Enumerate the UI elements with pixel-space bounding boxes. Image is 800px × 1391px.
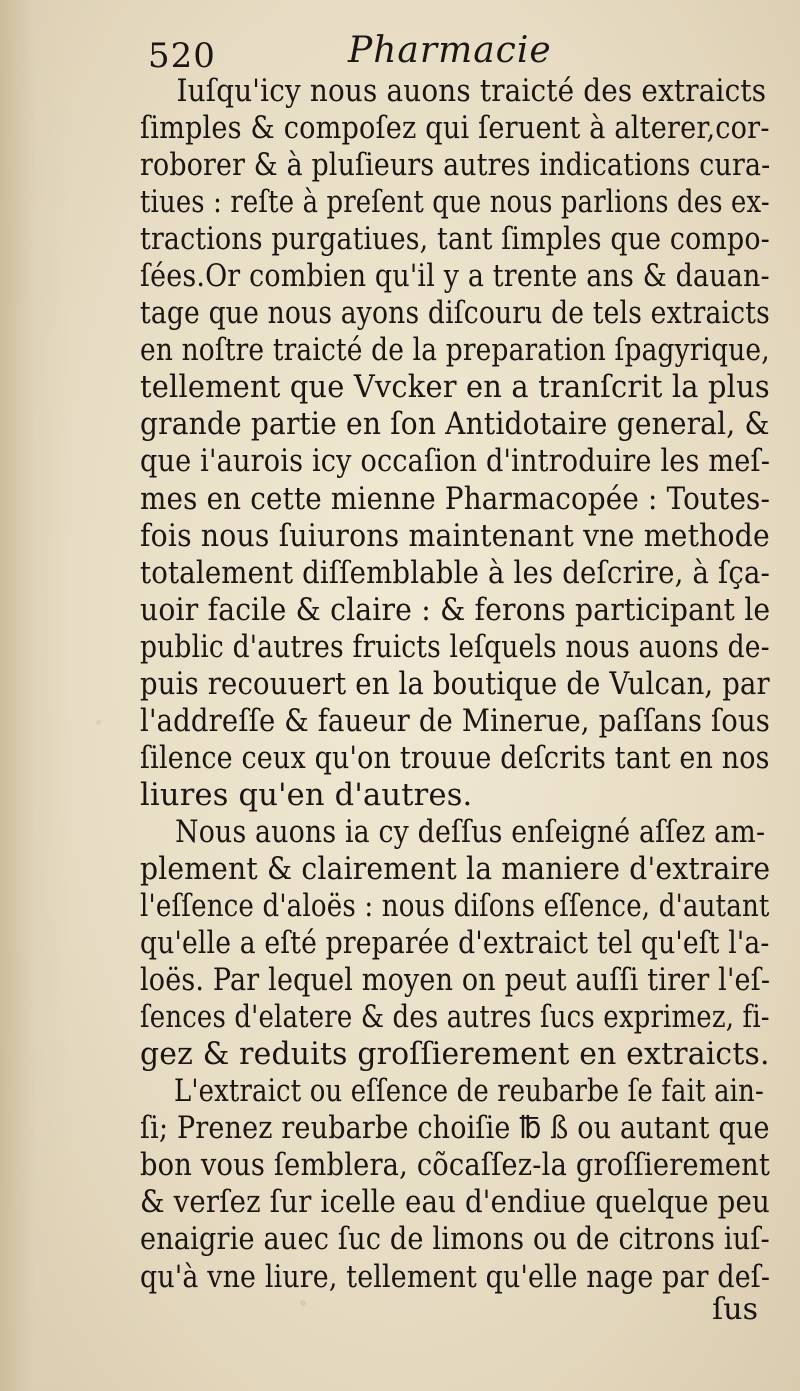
paper-spot xyxy=(300,1300,306,1306)
text-line: que i'aurois icy occaſion d'introduire les meſ- xyxy=(140,444,771,480)
text-line: loës. Par lequel moyen on peut auſſi tirer l'eſ- xyxy=(140,963,771,999)
text-line: ſées.Or combien qu'il y a trente ans & dauan- xyxy=(140,259,770,295)
text-line: plement & clairement la maniere d'extraire xyxy=(140,851,771,887)
text-line: ſilence ceux qu'on trouue deſcrits tant en nos xyxy=(140,740,770,776)
text-line: tellement que Vvcker en a tranſcrit la plus xyxy=(140,370,770,406)
body-text xyxy=(140,73,770,1296)
text-line: public d'autres fruicts leſquels nous auons de- xyxy=(140,629,770,665)
text-line: fois nous ſuiurons maintenant vne methode xyxy=(140,518,770,554)
running-head: Pharmacie xyxy=(348,30,552,71)
page-gutter-shadow xyxy=(0,0,70,1391)
text-line: tractions purgatiues, tant ſimples que compo- xyxy=(140,222,770,258)
text-line: L'extraict ou eſſence de reubarbe ſe fait ain- xyxy=(173,1074,764,1110)
text-line: gez & reduits groſſierement en extraicts. xyxy=(140,1037,770,1073)
page-number: 520 xyxy=(148,36,216,76)
text-line: & verſez ſur icelle eau d'endiue quelque peu xyxy=(140,1185,770,1221)
text-line: ſences d'elatere & des autres ſucs exprimez, fi- xyxy=(140,1000,770,1036)
text-line: Iuſqu'icy nous auons traicté des extraicts xyxy=(176,74,767,109)
catchword: ſus xyxy=(712,1292,758,1327)
text-line: tage que nous ayons diſcouru de tels extraicts xyxy=(140,296,770,332)
text-line: Nous auons ia cy deſſus enſeigné aſſez am- xyxy=(175,814,766,850)
text-line: puis recouuert en la boutique de Vulcan, par xyxy=(140,666,770,702)
text-line: mes en cette mienne Pharmacopée : Toutes- xyxy=(140,481,771,517)
text-line: grande partie en ſon Antidotaire general, & xyxy=(140,407,770,443)
text-line: bon vous ſemblera, cõcaſſez-la groſſierement xyxy=(140,1148,771,1184)
text-line: uoir facile & claire : & ferons participant le xyxy=(140,592,771,628)
text-line: enaigrie auec ſuc de limons ou de citrons iuſ- xyxy=(140,1222,770,1258)
text-line: l'eſſence d'aloës : nous diſons eſſence, d'autant xyxy=(140,889,770,925)
text-line: roborer & à pluſieurs autres indications cura- xyxy=(140,148,771,184)
text-line: qu'elle a eſté preparée d'extraict tel qu'eſt l'a- xyxy=(140,926,770,962)
text-line: ſimples & compoſez qui ſeruent à alterer,cor- xyxy=(140,111,770,147)
text-line: ſi; Prenez reubarbe choiſie ℔ ß ou autant que xyxy=(140,1111,770,1147)
text-line: totalement diſſemblable à les deſcrire, à ſça- xyxy=(140,555,771,591)
text-line: liures qu'en d'autres. xyxy=(140,777,473,813)
paper-spot xyxy=(96,720,101,725)
text-line: en noſtre traicté de la preparation ſpagyrique, xyxy=(140,333,770,369)
text-line: tiues : reſte à preſent que nous parlions des ex- xyxy=(140,185,770,221)
text-line: qu'à vne liure, tellement qu'elle nage par deſ- xyxy=(140,1259,771,1295)
text-line: l'addreſſe & faueur de Minerue, paſſans ſous xyxy=(140,703,771,739)
